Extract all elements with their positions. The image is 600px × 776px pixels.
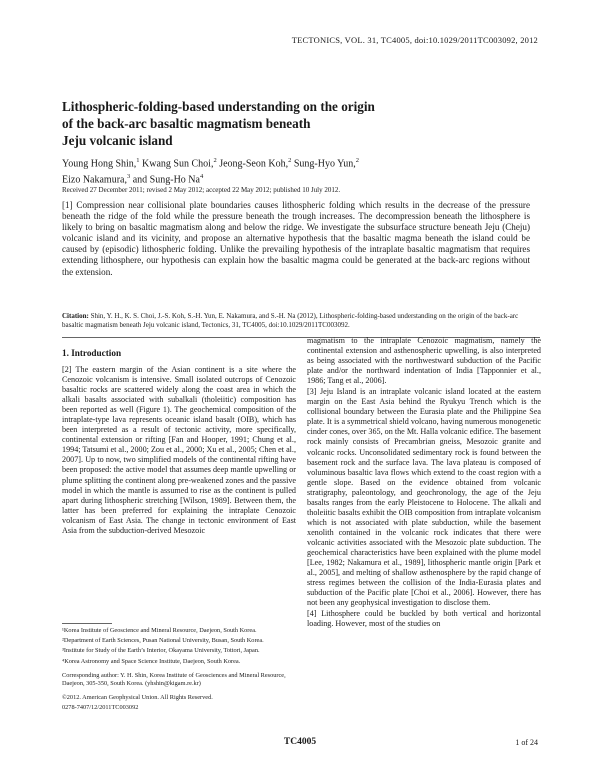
author-list [62,154,502,187]
author-name: Jeong-Seon Koh, [216,158,289,170]
author-name: Eizo Nakamura, [62,174,127,186]
citation-label: Citation: [62,312,89,320]
footnote-divider [62,623,112,624]
footnote: ³Institute for Study of the Earth’s Interior, Okayama University, Tottori, Japan. [62,647,260,655]
author-name: Kwang Sun Choi, [139,158,214,170]
affiliation-mark: 1 [136,157,140,164]
paragraph-2-continued: magmatism to the intraplate Cenozoic magmatism, namely the continental extension and asthenospheric upwelling, is also interpreted as being associated with the northwestward subduction of the Pacific plate and/or the northward indentation of India [Tapponnier et al., 1986; Tang et al., 2006]. [307,336,541,386]
affiliation-mark: 2 [213,157,217,164]
paragraph-3: [3] Jeju Island is an intraplate volcanic island located at the eastern margin on the East Asia behind the Ryukyu Trench which is the collisional boundary between the Eurasia plate and the Philippine Sea plate. It is a symmetrical shield volcano, having numerous monogenetic cinder cones, over 365, on the Mt. Halla volcanic edifice. The basement rock mainly consists of Precambrian gneiss, Mesozoic granite and volcanic rocks. Unconsolidated sedimentary rock is found between the basement rock and the surface lava. The lava plateau is composed of voluminous basaltic lava flows which extend to the coast region with a gentle slope. Based on the evidence obtained from volcanic stratigraphy, paleontology, and geochronology, the age of the Jeju basalts ranges from the early Pleistocene to Holocene. The alkali and tholeiitic basalts exhibit the OIB composition from intraplate volcanism which is not associated with plate subduction, while the basement xenolith contained in the volcanic rock indicates that there were volcanic activities associated with the Mesozoic plate subduction. The geochemical characteristics have been explained with the plume model [Lee, 1982; Nakamura et al., 1989], lithospheric mantle origin [Park et al., 2005], and melting of shallow asthenosphere by the rapid change of stress regimes between the collision of the India-Eurasia plates and subduction of the Pacific plate [Choi et al., 2006]. However, there has not been any geophysical investigation to disclose them. [307,387,541,608]
abstract: [1] Compression near collisional plate boundaries causes lithospheric folding which results in the decrease of the pressure beneath the ridge of the fold while the pressure beneath the trough increases. The decompression beneath the lithosphere is likely to bring on basaltic magmatism along and below the ridge. We investigate the subsurface structure beneath Jeju (Cheju) volcanic island and its vicinity, and propose an alternative hypothesis that the basaltic magma beneath the island could be caused by (episodic) lithospheric folding. Unlike the prevailing hypothesis of the intraplate basaltic magmatism that requires extending lithosphere, our hypothesis can explain how the basaltic magma could be generated at the back-arc regions without the extension. [62,200,530,277]
author-name: Sung-Hyo Yun, [291,158,356,170]
paper-title [62,98,482,149]
footnotes [62,623,296,715]
footnote: ²Department of Earth Sciences, Pusan National University, Busan, South Korea. [62,637,264,645]
title-line: of the back-arc basaltic magmatism beneath [62,116,311,131]
article-id: TC4005 [283,737,317,747]
paragraph-4: [4] Lithosphere could be buckled by both vertical and horizontal loading. However, most of the studies on [307,609,541,629]
author-name: Young Hong Shin, [62,158,137,170]
page-number: 1 of 24 [515,738,538,747]
affiliation-mark: 2 [355,157,359,164]
affiliation-mark: 4 [199,173,204,181]
affiliation-mark: 2 [288,157,292,164]
right-column [307,336,541,629]
citation [62,312,540,331]
journal-header: TECTONICS, VOL. 31, TC4005, doi:10.1029/2011TC003092, 2012 [291,35,538,45]
issn: 0278-7407/12/2011TC003092 [62,704,139,712]
left-column [62,348,296,536]
footnote: ¹Korea Institute of Geoscience and Mineral Resource, Daejeon, South Korea. [62,627,257,634]
corresponding-author: Corresponding author: Y. H. Shin, Korea Institute of Geosciences and Mineral Resource, Daejeon, 305-350, South Korea. (yhshin@kigam.re.kr) [62,671,286,688]
publication-dates: Received 27 December 2011; revised 2 May 2012; accepted 22 May 2012; published 10 July 2012. [62,186,341,194]
title-line: Jeju volcanic island [62,133,173,148]
affiliation-mark: 3 [126,173,131,181]
paragraph-2: [2] The eastern margin of the Asian continent is a site where the Cenozoic volcanism is intensive. Small isolated outcrops of Cenozoic basaltic rocks are scattered widely along the coast area in which the alkali basalts associated with subalkali (tholeiitic) composition has been reported as well (Figure 1). The geochemical composition of the intraplate-type lava represents oceanic island basalt (OIB), which has been interpreted as a result of tectonic activity, more specifically, continental extension or rifting [Fan and Hooper, 1991; Chung et al., 1994; Tatsumi et al., 2000; Zou et al., 2000; Xu et al., 2005; Chen et al., 2007]. Up to now, two simplified models of the continental rifting have been proposed: the active model that assumes deep mantle upwelling or plume splitting the continent along pre-weakened zones and the passive model in which the mantle is assumed to rise as the continent is pulled apart during lithospheric stretching [Wilson, 1989]. Between them, the latter has been preferred for explaining the intraplate Cenozoic volcanism of East Asia. The change in tectonic environment of East Asia from the subduction-derived Mesozoic [62,365,296,535]
author-name: and Sung-Ho Na [130,174,200,186]
section-heading: 1. Introduction [62,348,122,358]
copyright: ©2012. American Geophysical Union. All Rights Reserved. [62,694,213,702]
footnote: ⁴Korea Astronomy and Space Science Institute, Daejeon, South Korea. [62,657,241,665]
citation-text: Shin, Y. H., K. S. Choi, J.-S. Koh, S.-H. Yun, E. Nakamura, and S.-H. Na (2012), Lithospheric-folding-based understanding on the origin of the back-arc basaltic magmatism beneath Jeju volcanic island, Tectonics, 31, TC4005, doi:10.1029/2011TC003092. [62,312,519,330]
title-line: Lithospheric-folding-based understanding on the origin [62,99,375,114]
